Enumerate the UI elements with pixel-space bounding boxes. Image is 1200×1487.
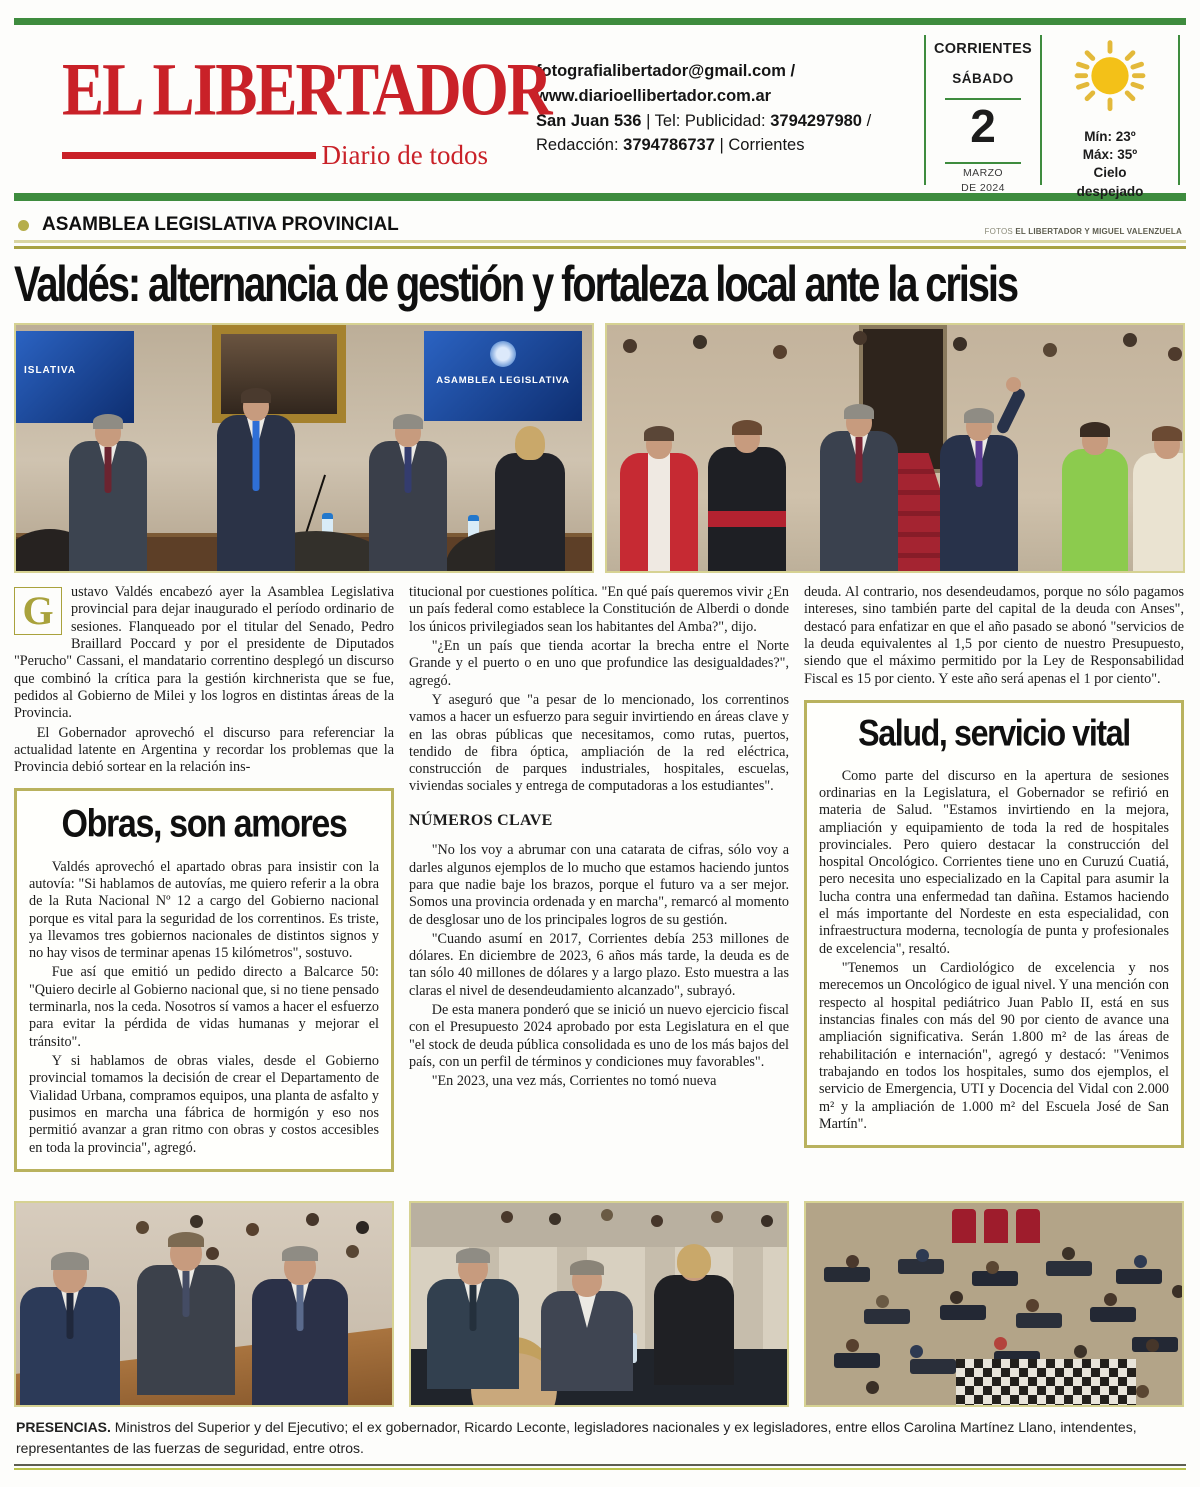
- person-head: [572, 1263, 602, 1297]
- person-figure: [539, 1263, 635, 1391]
- caption-body: Ministros del Superior y del Ejecutivo; el ex gobernador, Ricardo Leconte, legisladores nacionales y ex legisladores, entre ellos Carolina Martínez Llano, intendentes, representantes de las fuerzas de seguridad, entre otros.: [16, 1419, 1137, 1456]
- paragraph: Y aseguró que "a pesar de lo mencionado, los correntinos vamos a hacer un esfuerzo para seguir invirtiendo en áreas clave y en las obras públicas que necesitamos, como rutas, puertos, tendido de fibra óptica, ampliación de la red eléctrica, construcción de parques industriales, hospitales, escuelas, viviendas sociales y entrega de computadoras a los estudiantes".: [409, 691, 789, 795]
- paragraph: "¿En un país que tienda acortar la brecha entre el Norte Grande y el puerto o en uno que profundice las desigualdades?", agregó.: [409, 637, 789, 689]
- paragraph: Valdés aprovechó el apartado obras para insistir con la autovía: "Si hablamos de autovías, me quiero referir a la obra de la Ruta Nacional Nº 12 a cargo del Gobierno nacional porque es vital para la seguridad de los correntinos. Es triste, ya llevamos tres gobiernos nacionales de distintos signos y no hay visos de terminar apenas 15 kilómetros", sostuvo.: [29, 858, 379, 962]
- column-3: [804, 584, 1184, 1192]
- red-chairs: [952, 1209, 976, 1243]
- person-hair: [168, 1232, 204, 1247]
- logo-tagline: Diario de todos: [321, 140, 488, 170]
- weather-min: Mín: 23º: [1084, 129, 1136, 144]
- section-divider: [14, 240, 1186, 249]
- header-bottom-rule: [14, 193, 1186, 201]
- contact-address-line: San Juan 536 | Tel: Publicidad: 3794297980 /: [536, 111, 872, 130]
- person-hair: [844, 404, 874, 419]
- sidebar-box-salud: [804, 700, 1184, 1148]
- section-bullet-icon: [18, 220, 29, 231]
- person-figure: [134, 1235, 238, 1395]
- person-figure-waving: [939, 411, 1019, 573]
- desk-rows: [824, 1267, 870, 1282]
- background-crowd-heads: [623, 339, 637, 353]
- gallery-rail: [411, 1203, 787, 1247]
- person-dress: [654, 1275, 734, 1385]
- person-head: [1082, 425, 1108, 455]
- person-suit: [137, 1265, 235, 1395]
- section-label: ASAMBLEA LEGISLATIVA PROVINCIAL: [42, 214, 399, 235]
- person-figure: [619, 429, 699, 573]
- white-top: [648, 453, 670, 573]
- person-suit: [820, 431, 898, 573]
- bottom-photo-row: [14, 1201, 1186, 1407]
- crowd-heads: [136, 1221, 149, 1234]
- top-photo-row: [14, 323, 1186, 573]
- person-suit: [369, 441, 447, 573]
- weather-cell: [1040, 35, 1180, 199]
- city-label: CORRIENTES: [933, 41, 1033, 57]
- person-figure-woman: [649, 1247, 739, 1385]
- contact-info: [536, 35, 908, 185]
- person-hair: [282, 1246, 318, 1261]
- section-header: [18, 214, 1182, 236]
- paragraph: "Cuando asumí en 2017, Corrientes debía 253 millones de dólares. En diciembre de 2023, 6 años más tarde, la deuda es de tan sólo 40 millones de dólares y a largo plazo. Esto muestra a las claras el nivel de desendeudamiento alcanzado", subrayó.: [409, 930, 789, 999]
- column-1: [14, 584, 394, 1192]
- footer-rule: [14, 1464, 1186, 1470]
- newspaper-logo: [20, 35, 551, 185]
- person-suit: [20, 1287, 120, 1407]
- paragraph: "Tenemos un Cardiológico de excelencia y nos merecemos un Oncológico de igual nivel. Y una mención con respecto al hospital pediátrico Juan Pablo II, está en sus instancias finales con más del 90 por ciento de avance una ampliación significativa. Serán 1.800 m² de las áreas de rehabilitación e internación", agregó y destacó: "Venimos trabajando en todos los hospitales, sumo dos ejemplos, el servicio de Emergencia, UTI y Docencia del Vidal con 2.000 m² y la ampliación de 1.000 m² del Escuela José de San Martín".: [819, 960, 1169, 1132]
- header-top-rule: [14, 18, 1186, 25]
- photo-assembly-head-table: [14, 323, 594, 573]
- person-suit: [541, 1291, 633, 1391]
- person-figure: [68, 417, 148, 573]
- paragraph: Fue así que emitió un pedido directo a Balcarce 50: "Quiero decirle al Gobierno nacional que, si no tiene pensado terminarla, nos la ceda. Nosotros sí vamos a hacer el esfuerzo para evitar la pérdida de vidas humanas y mejorar el tránsito".: [29, 964, 379, 1050]
- person-figure: [819, 407, 899, 573]
- weather-max: Máx: 35º: [1082, 147, 1138, 163]
- screen-right: ASAMBLEA LEGISLATIVA: [424, 331, 582, 421]
- checkered-floor: [956, 1359, 1136, 1405]
- month-label: MARZO: [963, 167, 1003, 180]
- contact-email: fotografialibertador@gmail.com /: [536, 62, 796, 80]
- legislator-heads: [846, 1255, 859, 1268]
- article-body: [14, 584, 1186, 1192]
- paragraph: "En 2023, una vez más, Corrientes no tomó nueva: [431, 1073, 717, 1090]
- screen-left: ISLATIVA: [16, 331, 134, 423]
- photo-chamber-overview: [804, 1201, 1184, 1407]
- person-dress: [495, 453, 565, 573]
- person-figure-woman: [490, 429, 570, 573]
- person-green-dress: [1062, 449, 1128, 573]
- masthead: [14, 25, 1186, 199]
- paragraph: titucional por cuestiones política. "En qué país queremos vivir ¿En un país federal como establece la Constitución de Alberdi o donde los únicos privilegiados sean los habitantes del Amba?", dijo.: [409, 584, 789, 635]
- weather-sky-2: despejado: [1076, 183, 1144, 199]
- date-weather-box: [924, 35, 1180, 199]
- logo-underline: [62, 152, 316, 159]
- obras-box-title: Obras, son amores: [61, 802, 347, 846]
- photo-chamber-desks: [409, 1201, 789, 1407]
- person-cream-dress: [1133, 453, 1185, 573]
- person-head: [517, 429, 543, 459]
- person-hair: [393, 414, 423, 429]
- waving-hand: [1006, 377, 1021, 392]
- person-head: [458, 1251, 488, 1285]
- sidebar-box-obras: [14, 788, 394, 1171]
- day-number: 2: [970, 100, 996, 152]
- person-suit: [217, 415, 295, 573]
- person-figure-governor: [216, 391, 296, 573]
- person-suit: [427, 1279, 519, 1389]
- person-head: [95, 417, 121, 447]
- person-hair: [515, 426, 545, 460]
- person-dress: [708, 447, 786, 573]
- person-hair: [964, 408, 994, 423]
- paragraph: Como parte del discurso en la apertura de sesiones ordinarias en la Legislatura, el Gobernador se refirió en materia de Salud. "Estamos invirtiendo en la mejora, ampliación y equipamiento de toda la red de hospitales provinciales. Pero quiero destacar la construcción del hospital Oncológico. Corrientes tiene uno en Curuzú Cuatiá, pero necesita uno especializado en la Capital para asumir la lucha contra una enfermedad tan dañina. Estamos haciendo el más importante del Nordeste en esta especialidad, con infraestructura moderna, tecnología de punta y profesionales de excelencia", resaltó.: [819, 767, 1169, 957]
- person-hair: [51, 1252, 89, 1270]
- contact-redaccion-line: Redacción: 3794786737 | Corrientes: [536, 136, 805, 155]
- person-figure: [707, 423, 787, 573]
- person-hair: [93, 414, 123, 429]
- person-hair: [732, 420, 762, 435]
- year-label: DE 2024: [961, 182, 1005, 195]
- person-head: [170, 1235, 202, 1271]
- paragraph: El Gobernador aprovechó el discurso para referenciar la actualidad latente en Argentina y recordar los problemas que la Provincia debió sortear en la relación ins-: [14, 724, 394, 776]
- salud-box-title: Salud, servicio vital: [858, 712, 1130, 754]
- date-separator: [945, 162, 1021, 164]
- paragraph: Y si hablamos de obras viales, desde el Gobierno provincial tomamos la decisión de crear el Departamento de Vialidad Urbana, compramos equipos, una planta de asfalto y pusimos en marcha una fábrica de hormigón y eso nos permitió avanzar a gran ritmo con obras y costos accesibles en toda la provincia", agregó.: [29, 1053, 379, 1156]
- person-figure: [425, 1251, 521, 1389]
- person-head: [679, 1247, 709, 1281]
- sun-icon: [1067, 37, 1153, 123]
- contact-website: www.diarioellibertador.com.ar: [536, 86, 772, 105]
- weather-sky-1: Cielo: [1093, 165, 1127, 181]
- paragraph: "No los voy a abrumar con una catarata de cifras, sólo voy a darles algunos ejemplos de lo mucho que estamos haciendo juntos para que nadie baje los brazos, porque el futuro va a ser mejor. Somos una provincia ordenada y en marcha", remarcó al momento de desglosar uno de los principales logros de su gestión.: [409, 842, 789, 928]
- photo-credit: FOTOS EL LIBERTADOR Y MIGUEL VALENZUELA: [984, 227, 1182, 236]
- column-2: [409, 584, 789, 1192]
- date-cell: [924, 35, 1040, 195]
- photo-audience-balcony: [14, 1201, 394, 1407]
- person-hair: [570, 1260, 604, 1275]
- person-figure: [368, 417, 448, 573]
- sun-of-may-icon: [490, 341, 516, 367]
- person-red-cardigan: [620, 453, 698, 573]
- person-head: [734, 423, 760, 453]
- person-hair: [644, 426, 674, 441]
- photo-officials-group: [605, 323, 1185, 573]
- person-hair: [456, 1248, 490, 1263]
- key-numbers-subhead: NÚMEROS CLAVE: [409, 811, 553, 829]
- raised-arm: [995, 387, 1027, 435]
- person-head: [395, 417, 421, 447]
- logo-title: EL LIBERTADOR: [62, 48, 551, 132]
- person-figure: [1127, 429, 1185, 573]
- crowd-heads: [501, 1211, 513, 1223]
- person-hair: [1152, 426, 1182, 441]
- person-head: [1154, 429, 1180, 459]
- caption-lead: PRESENCIAS.: [16, 1419, 111, 1435]
- paragraph: De esta manera ponderó que se inició un nuevo ejercicio fiscal con el Presupuesto 2024 aprobado por esta Legislatura en el que "el stock de deuda pública consolidada es uno de los más bajos del país, con un perfil de términos y condiciones muy favorables".: [409, 1002, 789, 1071]
- main-headline: Valdés: alternancia de gestión y fortaleza local ante la crisis: [14, 255, 1017, 312]
- person-suit: [69, 441, 147, 573]
- intro-paragraph: G ustavo Valdés encabezó ayer la Asamblea Legislativa provincial para dejar inaugurado el período ordinario de sesiones. Flanqueado por el titular del Senado, Pedro Braillard Poccard y por el presidente de Diputados "Perucho" Cassani, el mandatario correntino desplegó un discurso que combinó la crítica para la gestión kirchnerista que se fue, pedidos al Gobierno de Milei y los logros en distintas áreas de la Provincia.: [14, 584, 394, 722]
- day-name: SÁBADO: [952, 71, 1014, 86]
- person-head: [284, 1249, 316, 1285]
- person-hair: [677, 1244, 711, 1278]
- person-suit: [252, 1279, 348, 1405]
- paragraph: deuda. Al contrario, nos desendeudamos, porque no sólo pagamos intereses, sino también parte del capital de la deuda con Anses", destacó para enfatizar en que el año pasado se abonó "servicios de la deuda equivalentes al 1,5 por ciento de nuestro Presupuesto, siendo que el máximo permitido por la Ley de Responsabilidad Fiscal es 15 por ciento. Y este año será apenas el 1 por ciento".: [804, 584, 1184, 687]
- photo-caption: [16, 1417, 1184, 1459]
- person-head: [966, 411, 992, 441]
- person-hair: [1080, 422, 1110, 437]
- red-band: [708, 511, 786, 527]
- person-hair: [241, 388, 271, 403]
- person-head: [646, 429, 672, 459]
- drop-cap: G: [14, 587, 62, 635]
- person-head: [846, 407, 872, 437]
- person-head: [243, 391, 269, 421]
- person-suit: [940, 435, 1018, 573]
- person-figure: [248, 1249, 352, 1405]
- person-figure: [1055, 425, 1135, 573]
- person-figure: [18, 1255, 122, 1407]
- logo-rule-row: [62, 140, 488, 171]
- person-head: [53, 1255, 87, 1293]
